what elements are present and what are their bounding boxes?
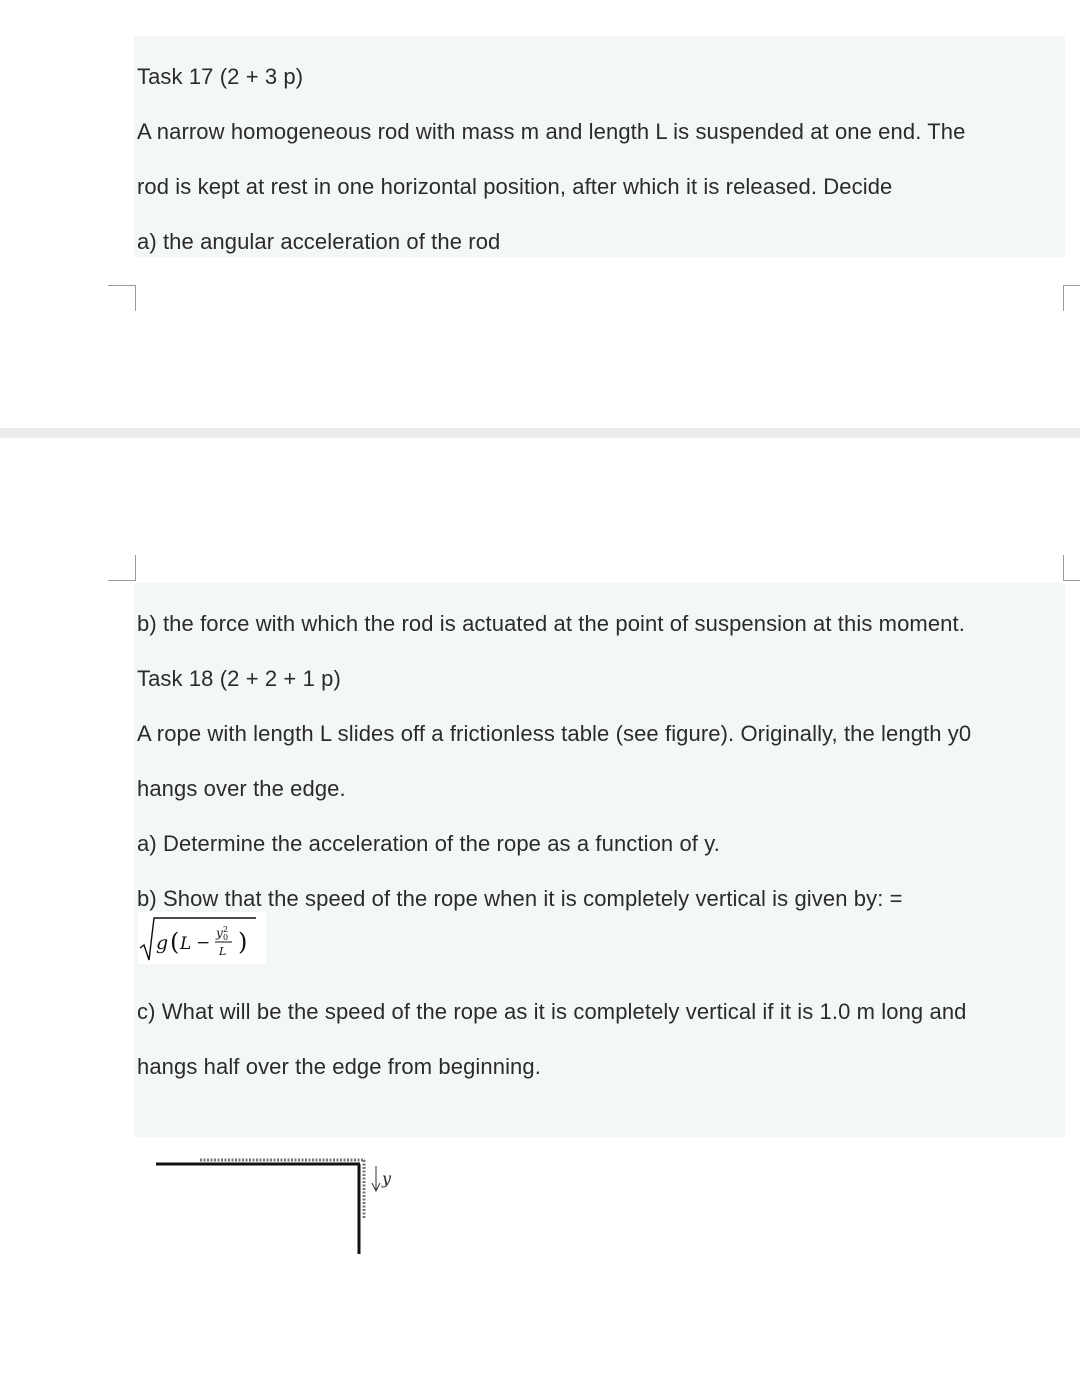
- page-break: [0, 428, 1080, 438]
- margin-corner-top-left: [108, 285, 136, 311]
- rope-table-figure: [150, 1150, 410, 1260]
- task18-part-b: b) Show that the speed of the rope when it is completely vertical is given by: =: [137, 886, 903, 911]
- margin-corner-top-right: [1063, 285, 1080, 311]
- task18-part-c-line1: c) What will be the speed of the rope as it is completely vertical if it is 1.0 m long and: [137, 999, 967, 1024]
- task18-text-line2: hangs over the edge.: [137, 776, 346, 801]
- formula-g: g: [156, 932, 169, 954]
- task17-part-a: a) the angular acceleration of the rod: [137, 229, 501, 254]
- formula-subscript: 0: [223, 933, 229, 942]
- task18-part-a: a) Determine the acceleration of the rope as a function of y.: [137, 831, 720, 856]
- formula-close-paren: ): [238, 928, 248, 956]
- formula-minus: −: [196, 933, 211, 953]
- formula-numerator: y: [216, 926, 223, 940]
- task17-text-line2: rod is kept at rest in one horizontal position, after which it is released. Decide: [137, 174, 893, 199]
- y-label: y: [382, 1169, 392, 1188]
- task18-part-c-line2: hangs half over the edge from beginning.: [137, 1054, 541, 1079]
- speed-formula: [138, 912, 266, 964]
- task17-text-line1: A narrow homogeneous rod with mass m and length L is suspended at one end. The: [137, 119, 966, 144]
- formula-open-paren: (: [170, 928, 180, 956]
- formula-L: L: [180, 934, 192, 954]
- task17-title: Task 17 (2 + 3 p): [137, 64, 304, 89]
- formula-denominator: L: [219, 945, 227, 958]
- formula-superscript: 2: [223, 925, 229, 934]
- task17-part-b: b) the force with which the rod is actuated at the point of suspension at this moment.: [137, 611, 965, 636]
- margin-corner-bottom-left: [108, 555, 136, 581]
- rope-table-svg: [150, 1150, 410, 1260]
- speed-formula-svg: [138, 912, 266, 964]
- task18-title: Task 18 (2 + 2 + 1 p): [137, 666, 341, 691]
- task18-text-line1: A rope with length L slides off a frictionless table (see figure). Originally, the length y0: [137, 721, 972, 746]
- margin-corner-bottom-right: [1063, 555, 1080, 581]
